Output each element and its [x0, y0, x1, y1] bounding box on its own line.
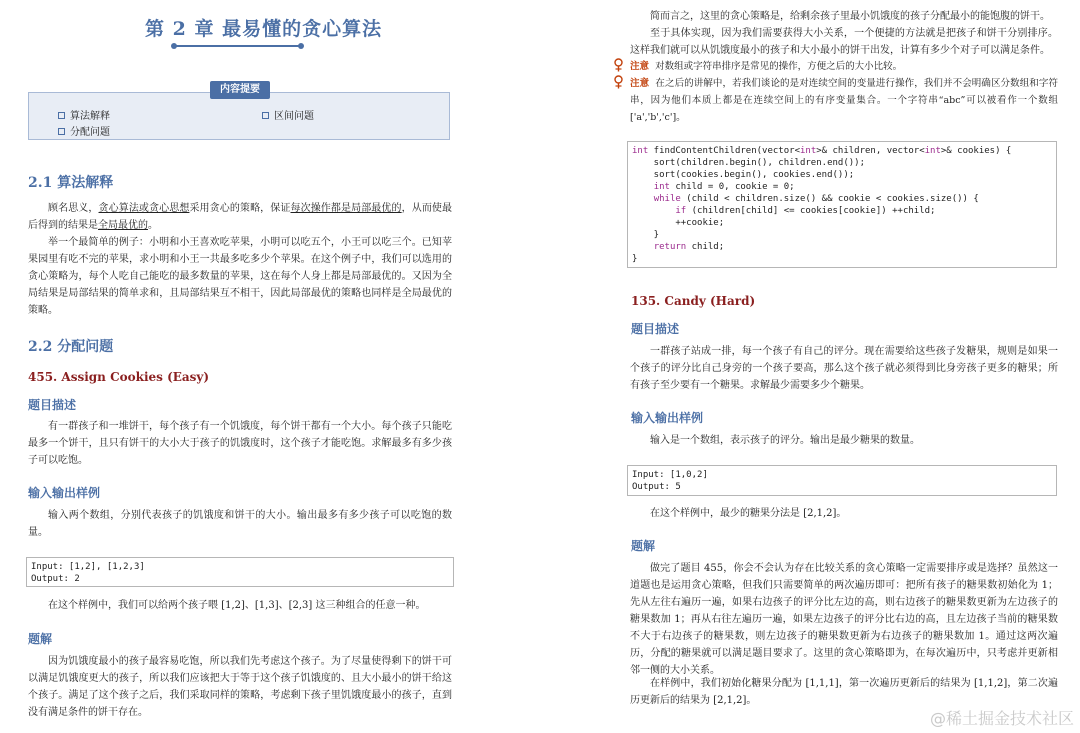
- paragraph: 一群孩子站成一排，每一个孩子有自己的评分。现在需要给这些孩子发糖果，规则是如果一个孩子的评分比自己身旁的一个孩子要高，那么这个孩子就必须得到比身旁孩子更多的糖果；所有孩子至少要有一个糖果。求解最少需要多少个糖果。: [630, 346, 1058, 391]
- checkbox-icon: [58, 128, 65, 135]
- summary-item: 分配问题: [58, 123, 110, 138]
- code-block: int findContentChildren(vector<int>& children, vector<int>& cookies) { sort(children.begin(), children.end()); sort(cookies.begin(), cookies.end()); int child = 0, cookie = 0; while (child < children.size() && cookie < cookies.size()) { if (children[child] <= cookies[cookie]) ++child; ++cookie; } return child; }: [627, 141, 1057, 268]
- right-page: [600, 0, 1080, 733]
- pin-icon: [613, 58, 624, 72]
- summary-label: 内容提要: [210, 81, 270, 99]
- subsection-title: 题目描述: [631, 322, 680, 336]
- left-page: [0, 0, 480, 733]
- checkbox-icon: [262, 112, 269, 119]
- chapter-title: 第 2 章 最易懂的贪心算法: [145, 18, 383, 40]
- paragraph: 简而言之，这里的贪心策略是，给剩余孩子里最小饥饿度的孩子分配最小的能饱腹的饼干。: [650, 11, 1050, 22]
- paragraph: 顾名思义，贪心算法或贪心思想采用贪心的策略，保证每次操作都是局部最优的，从而使最后得到的结果是全局最优的。: [28, 203, 453, 231]
- code-block: Input: [1,2], [1,2,3] Output: 2: [26, 557, 454, 587]
- chapter-title-rule: [175, 45, 300, 47]
- paragraph: 举一个最简单的例子：小明和小王喜欢吃苹果，小明可以吃五个，小王可以吃三个。已知苹果园里有吃不完的苹果，求小明和小王一共最多吃多少个苹果。在这个例子中，我们可以选用的贪心策略为，每个人吃自己能吃的最多数量的苹果，这在每个人身上都是局部最优的。又因为全局结果是局部结果的简单求和，且局部结果互不相干，因此局部最优的策略也同样是全局最优的策略。: [28, 237, 452, 316]
- watermark: @稀土掘金技术社区: [929, 709, 1074, 728]
- paragraph: 在样例中，我们初始化糖果分配为 [1,1,1]，第一次遍历更新后的结果为 [1,1,2]，第二次遍历更新后的结果为 [2,1,2]。: [630, 678, 1058, 706]
- subsection-title: 输入输出样例: [28, 486, 101, 500]
- summary-item: 算法解释: [58, 107, 110, 122]
- code-block: Input: [1,0,2] Output: 5: [627, 465, 1057, 496]
- problem-title: 455. Assign Cookies (Easy): [28, 370, 210, 384]
- subsection-title: 题解: [28, 632, 53, 646]
- subsection-title: 题解: [631, 539, 656, 553]
- note: 注意 对数组或字符串排序是常见的操作，方便之后的大小比较。: [630, 61, 903, 72]
- note: 注意 在之后的讲解中，若我们谈论的是对连续空间的变量进行操作，我们并不会明确区分数组和字符串，因为他们本质上都是在连续空间上的有序变量集合。一个字符串“abc”可以被看作一个数组 ['a','b','c']。: [630, 78, 1058, 123]
- problem-title: 135. Candy (Hard): [631, 294, 756, 308]
- subsection-title: 输入输出样例: [631, 411, 704, 425]
- paragraph: 在这个样例中，我们可以给两个孩子喂 [1,2]、[1,3]、[2,3] 这三种组合的任意一种。: [48, 600, 426, 611]
- paragraph: 有一群孩子和一堆饼干，每个孩子有一个饥饿度，每个饼干都有一个大小。每个孩子只能吃最多一个饼干，且只有饼干的大小大于孩子的饥饿度时，这个孩子才能吃饱。求解最多有多少孩子可以吃饱。: [28, 421, 452, 466]
- paragraph: 在这个样例中，最少的糖果分法是 [2,1,2]。: [650, 508, 847, 519]
- section-title: 2.1 算法解释: [28, 175, 114, 191]
- summary-item: 区间问题: [262, 107, 314, 122]
- paragraph: 因为饥饿度最小的孩子最容易吃饱，所以我们先考虑这个孩子。为了尽量使得剩下的饼干可以满足饥饿度更大的孩子，所以我们应该把大于等于这个孩子饥饿度的、且大小最小的饼干给这个孩子。满足了这个孩子之后，我们采取同样的策略，考虑剩下孩子里饥饿度最小的孩子，直到没有满足条件的饼干存在。: [28, 656, 452, 718]
- paragraph: 输入是一个数组，表示孩子的评分。输出是最少糖果的数量。: [650, 435, 920, 446]
- paragraph: 输入两个数组，分别代表孩子的饥饿度和饼干的大小。输出最多有多少孩子可以吃饱的数量。: [28, 510, 452, 538]
- paragraph: 至于具体实现，因为我们需要获得大小关系，一个便捷的方法就是把孩子和饼干分别排序。这样我们就可以从饥饿度最小的孩子和大小最小的饼干出发，计算有多少个对子可以满足条件。: [630, 28, 1058, 56]
- pin-icon: [613, 75, 624, 89]
- section-title: 2.2 分配问题: [28, 339, 114, 355]
- subsection-title: 题目描述: [28, 398, 77, 412]
- paragraph: 做完了题目 455，你会不会认为存在比较关系的贪心策略一定需要排序或是选择？虽然这一道题也是运用贪心策略，但我们只需要简单的两次遍历即可：把所有孩子的糖果数初始化为 1；先从左往右遍历一遍，如果右边孩子的评分比左边的高，则右边孩子的糖果数更新为左边孩子的糖果数加 1；再从右往左遍历一遍，如果左边孩子的评分比右边的高，且左边孩子当前的糖果数不大于右边孩子的糖果数，则左边孩子的糖果数更新为右边孩子的糖果数加 1。通过这两次遍历，分配的糖果就可以满足题目要求了。这里的贪心策略即为，在每次遍历中，只考虑并更新相邻一侧的大小关系。: [630, 563, 1058, 676]
- checkbox-icon: [58, 112, 65, 119]
